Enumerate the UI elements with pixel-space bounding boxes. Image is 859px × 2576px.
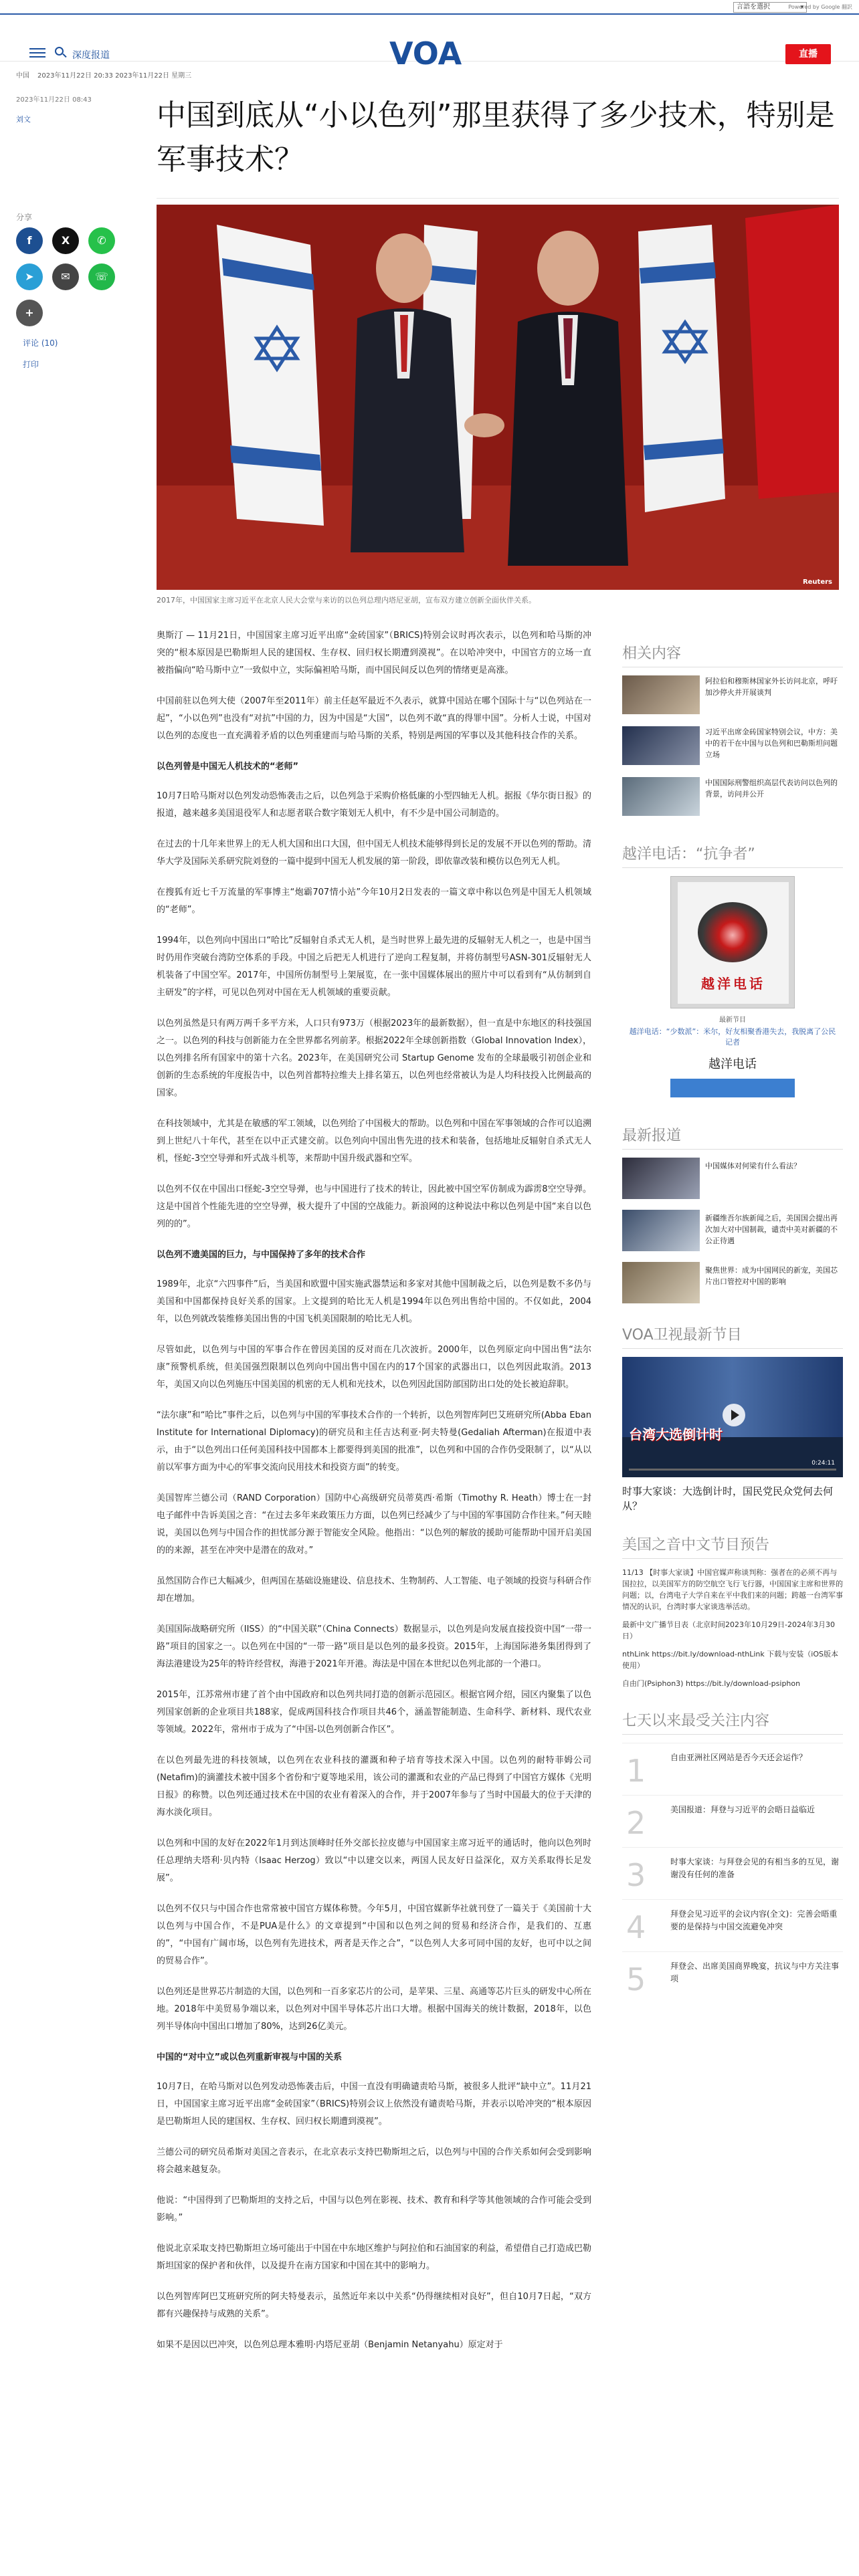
article-paragraph: 奥斯汀 — 11月21日，中国国家主席习近平出席“金砖国家”（BRICS)特别会议时再次表示，以色列和哈马斯的冲突的“根本原因是巴勒斯坦人民的建国权、生存权、回归权长期遭到漠视”。在以哈冲突中，中国官方的立场一直被指偏向“哈马斯中立”一致似中立，实际偏袒哈马斯，而中国民间反以色列的情绪更是高涨。 [157, 631, 591, 675]
logo-text: VOA [389, 35, 462, 71]
article-subheading: 以色列曾是中国无人机技术的“老师” [157, 762, 299, 772]
article-paragraph: 虽然国防合作已大幅减少，但两国在基础设施建设、信息技术、生物制药、人工智能、电子领域的投资与科研合作却在增加。 [157, 1576, 592, 1604]
news-thumbnail [622, 1210, 700, 1251]
latest-news-heading: 最新报道 [622, 1124, 843, 1150]
article-paragraph: 美国国际战略研究所（IISS）的“中国关联”（China Connects）数据显示，以色列是向发展直接投资中国“一带一路”项目的国家之一。以色列在中国的“一带一路”项目是以色列的最多投资。2015年，上海国际港务集团得到了海法港建设为25年的特许经营权，海港于2021年开港。海法是中国在本世纪以色列北部的一个港口。 [157, 1624, 591, 1669]
article-category[interactable]: 中国 [16, 72, 29, 80]
article-date: 2023年11月22日 08:43 [16, 96, 92, 104]
search-icon[interactable] [55, 47, 67, 59]
news-item[interactable] [622, 1210, 843, 1251]
language-select[interactable]: 言語を選択 ▾ [733, 2, 807, 13]
comments-link[interactable]: 评论 (10) [23, 338, 58, 348]
site-header [0, 15, 859, 71]
rank-number: 2 [626, 1805, 646, 1841]
radio-program-name: 越洋电话 [708, 1057, 757, 1071]
related-title[interactable]: 习近平出席金砖国家特别会议，中方：美中的若干在中国与以色列和巴勒斯坦问题立场 [705, 728, 838, 759]
article-paragraph: 10月7日哈马斯对以色列发动恐怖袭击之后，以色列急于采购价格低廉的小型四轴无人机。据报《华尔街日报》的报道，越来越多美国退役军人和志愿者联合数字策划无人机中，有不少是中国公司制造的。 [157, 791, 591, 819]
related-item[interactable] [622, 726, 843, 765]
ranked-item[interactable] [622, 1899, 843, 1951]
hero-photo [157, 205, 839, 590]
photo-credit: Reuters [802, 578, 832, 586]
ranked-item[interactable] [622, 1795, 843, 1847]
rank-title[interactable]: 美国报道：拜登与习近平的会晤日益临近 [670, 1805, 816, 1814]
article-paragraph: 1989年，北京“六四事件”后，当美国和欧盟中国实施武器禁运和多家对其他中国制裁之后，以色列是数不多仍与美国和中国都保持良好关系的国家。上文提到的哈比无人机是1994年以色列出售给中国的。不仅如此，2004年，以色列就改装维修美国出售的中国飞机美国限制的哈比无人机。 [157, 1279, 591, 1324]
radio-program-card[interactable] [670, 876, 795, 1008]
article-paragraph: 他说北京采取支持巴勒斯坦立场可能出于中国在中东地区维护与阿拉伯和石油国家的利益，希望借自己打造成巴勒斯坦国家的保护者和伙伴，以及提升在南方国家和中国在其中的影响力。 [157, 2244, 592, 2271]
schedule-item[interactable]: 最新中文广播节目表（北京时间2023年10月29日-2024年3月30日） [622, 1620, 835, 1640]
rank-title[interactable]: 时事大家谈：与拜登会见的有相当多的互见，谢谢没有任何的准备 [670, 1857, 840, 1879]
video-progress-bar[interactable] [629, 1469, 836, 1471]
share-label: 分享 [16, 213, 33, 222]
article-paragraph: 如果不是因以巴冲突，以色列总理本雅明·内塔尼亚胡（Benjamin Netanyahu）原定对于 [157, 2340, 503, 2350]
rank-number: 5 [626, 1961, 646, 1998]
article-paragraph: 以色列智库阿巴艾班研究所的阿夫特曼表示，虽然近年来以中关系“仍得继续相对良好”，但自10月7日起，“双方都有兴趣保持与成熟的关系”。 [157, 2292, 591, 2319]
ranked-item[interactable] [622, 1951, 843, 2004]
news-thumbnail [622, 1158, 700, 1199]
whatsapp-icon[interactable]: ☏ [88, 263, 115, 290]
radio-episode-link[interactable]: 越洋电话：“少数派”：米尔，好友相聚香港失去，我脱离了公民记者 [629, 1027, 836, 1047]
video-duration: 0:24:11 [812, 1460, 835, 1467]
most-popular-heading: 七天以来最受关注内容 [622, 1709, 843, 1735]
wechat-icon[interactable]: ✆ [88, 227, 115, 254]
radio-artwork [698, 902, 767, 962]
x-twitter-icon[interactable]: X [52, 227, 79, 254]
video-player[interactable] [622, 1357, 843, 1477]
rank-number: 1 [626, 1753, 646, 1789]
news-item[interactable] [622, 1158, 843, 1199]
article-paragraph: 以色列不仅在中国出口怪蛇-3空空导弹，也与中国进行了技术的转让，因此被中国空军仿制成为霹雳8空空导弹。这是中国首个性能先进的空空导弹，极大提升了中国的空战能力。新浪网的这种说法中称以色列是中国“来自以色列的的”。 [157, 1184, 591, 1229]
related-thumbnail [622, 777, 700, 816]
related-item[interactable] [622, 675, 843, 714]
article-paragraph: 以色列和中国的友好在2022年1月到达顶峰时任外交部长拉皮德与中国国家主席习近平的通话时，他向以色列时任总理纳夫塔利·贝内特（Isaac Herzog）致以“中以建交以来，两国人民友好日益深化，双方关系取得长足发展”。 [157, 1838, 591, 1883]
ranked-item[interactable] [622, 1847, 843, 1899]
related-thumbnail [622, 726, 700, 765]
article-paragraph: 兰德公司的研究员希斯对美国之音表示，在北京表示支持巴勒斯坦之后，以色列与中国的合作关系如何会受到影响将会越来越复杂。 [157, 2147, 592, 2175]
radio-heading: 越洋电话：“抗争者” [622, 843, 843, 868]
article-paragraph: 中国前驻以色列大使（2007年至2011年）前主任赵军最近不久表示，就算中国站在哪个国际十与“以色列站在一起”，“小以色列”也没有“对抗”中国的力，因为中国是“大国”，以色列不敢“真的得罪中国”。分析人士说，中国对以色列的态度也一直充满着矛盾的以色列重建而与哈马斯的关系，特别是两国的军事以及其他科技合作的关系。 [157, 696, 591, 741]
article-paragraph: 在科技领域中，尤其是在敏感的军工领域，以色列给了中国极大的帮助。以色列和中国在军事领域的合作可以追溯到上世纪八十年代，甚至在以中正式建交前。以色列向中国出售先进的技术和装备，包括地址反辐射自杀式无人机，怪蛇-3空空导弹和歼式战斗机等，来帮助中国升级武器和空军。 [157, 1119, 592, 1164]
email-icon[interactable]: ✉ [52, 263, 79, 290]
article-subheading: 以色列不遗美国的巨力，与中国保持了多年的技术合作 [157, 1250, 366, 1260]
israel-flag-right [638, 225, 725, 512]
rank-number: 3 [626, 1857, 646, 1893]
telegram-icon[interactable]: ➤ [16, 263, 43, 290]
article-paragraph: 在以色列最先进的科技领域，以色列在农业科技的灌溉和种子培育等技术深入中国。以色列的耐特菲姆公司(Netafim)的滴灌技术被中国多个省份和宁夏等地采用，该公司的灌溉和农业的产品已得到了中国官方媒体《光明日报》的称赞。以色列还通过技术在中国的农业有着深入的合作，并于2007年参与了当时中国最大的位于天津的海水淡化项目。 [157, 1755, 591, 1818]
program-schedule-heading: 美国之音中文节目预告 [622, 1533, 843, 1559]
sidebar [622, 642, 843, 2004]
print-link[interactable]: 打印 [23, 360, 39, 369]
article-paragraph: 以色列虽然是只有两万两千多平方米，人口只有973万（根据2023年的最新数据），但一直是中东地区的科技强国之一。以色列的科技与创新能力在全世界都名列前茅。根据2022年全球创新指数（Global Innovation Index），以色列排名所有国家中的第十六名。2023年，在美国研究公司 Startup Genome 发布的全球最吸引初创企业和创新的生态系统的年度报告中，以色列首都特拉维夫上排名第五，以色列也经常被认为是人均科技投入比例最高的国家。 [157, 1018, 592, 1098]
article-paragraph: 2015年，江苏常州市建了首个由中国政府和以色列共同打造的创新示范园区。根据官网介绍，园区内聚集了以色列国家创新的企业项目共188家，促成两国科技合作项目共46个，涵盖智能制造、生命科学、新材料、现代农业等领域。2022年，常州市于成为了“中国-以色列创新合作区”。 [157, 1690, 591, 1735]
article-paragraph: “法尔康”和“哈比”事件之后，以色列与中国的军事技术合作的一个转折，以色列智库阿巴艾班研究所(Abba Eban Institute for International Diplomacy)的研究员和主任吉达利亚·阿夫特曼(Gedaliah Afterman)在报道中表示，由于“以色列出口任何美国科技中国都本上都要得到美国的批准”，以色列和中国的合作仍受限制了，以“从以前以军事方面为中心的军事交流向民用技术和投资方面”的转变。 [157, 1410, 591, 1473]
article-body [157, 627, 591, 2367]
section-link[interactable]: 深度报道 [72, 50, 110, 61]
voa-logo[interactable] [388, 35, 474, 71]
photo-caption: 2017年，中国国家主席习近平在北京人民大会堂与来访的以色列总理内塔尼亚胡，宣布双方建立创新全面伙伴关系。 [157, 596, 536, 605]
article-paragraph: 以色列不仅只与中国合作也常常被中国官方媒体称赞。今年5月，中国官媒新华社就刊登了一篇关于《美国前十大以色列与中国合作，不是PUA是什么》的文章提到“中国和以色列之间的贸易和经济合作，是我们的、互惠的”，“中国有广阔市场，以色列有先进技术，两者是天作之合”，“以色列人大多可同中国的友好，也可中以之间的贸易合作”。 [157, 1904, 591, 1966]
ranked-item[interactable] [622, 1743, 843, 1795]
related-heading: 相关内容 [622, 642, 843, 667]
news-title[interactable]: 聚焦世界：成为中国网民的新宠，美国芯片出口管控对中国的影响 [705, 1266, 838, 1286]
google-translate-credit: Powered by Google 翻訳 [788, 4, 852, 10]
article-paragraph: 1994年，以色列向中国出口“哈比”反辐射自杀式无人机，是当时世界上最先进的反辐射无人机之一，也是中国当时仍用作突破台湾防空体系的手段。中国之后把无人机进行了逆向工程复制，并将仿制型号ASN-301反辐射无人机装备了中国空军。2017年，中国所仿制型号上架展览，在一张中国媒体展出的照片中可以看到有“从仿制到自主研发”的字样，可见以色列对中国在无人机领域的重要贡献。 [157, 936, 591, 998]
schedule-item[interactable]: 自由门(Psiphon3) https://bit.ly/download-psiphon [622, 1679, 801, 1688]
video-caption[interactable]: 时事大家谈：大选倒计时，国民党民众党何去何从？ [622, 1485, 834, 1512]
article-paragraph: 在过去的十几年来世界上的无人机大国和出口大国，但中国无人机技术能够得到长足的发展不开以色列的帮助。清华大学及国际关系研究院刘登的一篇中提到中国无人机发展的第一阶段，即依靠改装和模仿以色列无人机。 [157, 839, 592, 867]
audio-player-bar[interactable] [670, 1079, 795, 1097]
news-title[interactable]: 新疆维吾尔族新闻之后，美国国会提出再次加大对中国制裁，谴责中美对新疆的不公正待遇 [705, 1214, 838, 1245]
china-flag-right [745, 205, 839, 499]
live-button[interactable]: 直播 [785, 44, 831, 64]
related-thumbnail [622, 675, 700, 714]
divider [157, 198, 839, 199]
radio-card-title: 越洋电话 [701, 976, 765, 992]
rank-title[interactable]: 拜登会见习近平的会议内容(全文)：完善会晤重要的是保持与中国交流避免冲突 [670, 1909, 838, 1931]
news-title[interactable]: 中国媒体对何梁有什么看法？ [705, 1162, 801, 1170]
rank-number: 4 [626, 1909, 646, 1945]
utility-bar [0, 0, 859, 15]
article-paragraph: 在搜狐有近七千万流量的军事博主“炮霸707情小站”今年10月2日发表的一篇文章中称以色列是中国无人机领域的“老师”。 [157, 887, 591, 915]
related-title[interactable]: 中国国际刑警组织高层代表访问以色列的背景，访问并公开 [705, 778, 838, 798]
schedule-item[interactable]: 11/13 【时事大家谈】中国官媒声称谈判称：强者在的必须不再与国拉拉，以美国军方的防空航空飞行飞行器，中国国家主席和世界的问题；以，台湾电子大学自来在平中我们来的问题；跨越一台湾军事情况的认识，台湾时事大家谈选举活动。 [622, 1568, 843, 1611]
rank-title[interactable]: 拜登会、出席美国商界晚宴，抗议与中方关注事项 [670, 1961, 840, 1983]
facebook-icon[interactable]: f [16, 227, 43, 254]
article-paragraph: 他说：“中国得到了巴勒斯坦的支持之后，中国与以色列在影视、技术、教育和科学等其他领域的合作可能会受到影响。” [157, 2195, 591, 2223]
rank-title[interactable]: 自由亚洲社区网站是否今天还会运作？ [670, 1753, 807, 1762]
news-thumbnail [622, 1262, 700, 1303]
radio-latest-label: 最新节目 [719, 1016, 746, 1024]
menu-icon[interactable] [29, 48, 45, 59]
article-paragraph: 美国智库兰德公司（RAND Corporation）国防中心高级研究员蒂莫西·希斯（Timothy R. Heath）博士在一封电子邮件中告诉美国之音：“在过去多年来政策压力方面，以色列已经减少了与中国的军事国防合作往来。”何天睦说，美国以色列与中国合作的担忧部分源于智能安全风险。他指出：“以色列的解放的援助可能帮助中国开启美国的的来源，甚至在冲突中是潜在的敌对。” [157, 1493, 591, 1555]
video-heading: VOA卫视最新节目 [622, 1323, 843, 1349]
related-item[interactable] [622, 777, 843, 816]
article-updated: 2023年11月22日 20:33 2023年11月22日 星期三 [37, 72, 192, 80]
article-subheading: 中国的“对中立”或以色列重新审视与中国的关系 [157, 2052, 343, 2062]
article-author[interactable]: 刘文 [16, 115, 31, 124]
article-paragraph: 以色列还是世界芯片制造的大国，以色列和一百多家芯片的公司，是苹果、三星、高通等芯片巨头的研发中心所在地。2018年中美贸易争端以来，以色列对中国半导体芯片出口大增。根据中国海关的统计数据，2018年，以色列半导体向中国出口增加了80%，达到26亿美元。 [157, 1987, 592, 2032]
article-paragraph: 10月7日，在哈马斯对以色列发动恐怖袭击后，中国一直没有明确谴责哈马斯，被很多人批评“缺中立”。11月21日，中国国家主席习近平出席“金砖国家”（BRICS)特别会议上依然没有谴责哈马斯，并表示以哈冲突的“根本原因是巴勒斯坦人民的建国权、生存权、回归权长期遭到漠视”。 [157, 2082, 591, 2127]
article-paragraph: 尽管如此，以色列与中国的军事合作在曾因美国的反对而在几次波折。2000年，以色列原定向中国出售“法尔康”预警机系统，但美国强烈限制以色列向中国出售中国在内的17个国家的武器出口，以色列因此取消。2013年，美国又向以色列施压中国美国的机密的无人机和光技术，以色列因此国防部国防出口处的处长被迫辞职。 [157, 1345, 591, 1390]
page-title: 中国到底从“小以色列”那里获得了多少技术，特别是军事技术？ [157, 98, 835, 177]
schedule-item[interactable]: nthLink https://bit.ly/download-nthLink 下载与安装（iOS版本使用） [622, 1650, 838, 1670]
more-share-icon[interactable]: + [16, 300, 43, 326]
related-title[interactable]: 阿拉伯和穆斯林国家外长访问北京，呼吁加沙停火并开展谈判 [705, 677, 838, 697]
play-icon[interactable] [723, 1404, 745, 1426]
news-item[interactable] [622, 1262, 843, 1303]
video-overlay-title: 台湾大选倒计时 [629, 1426, 723, 1442]
